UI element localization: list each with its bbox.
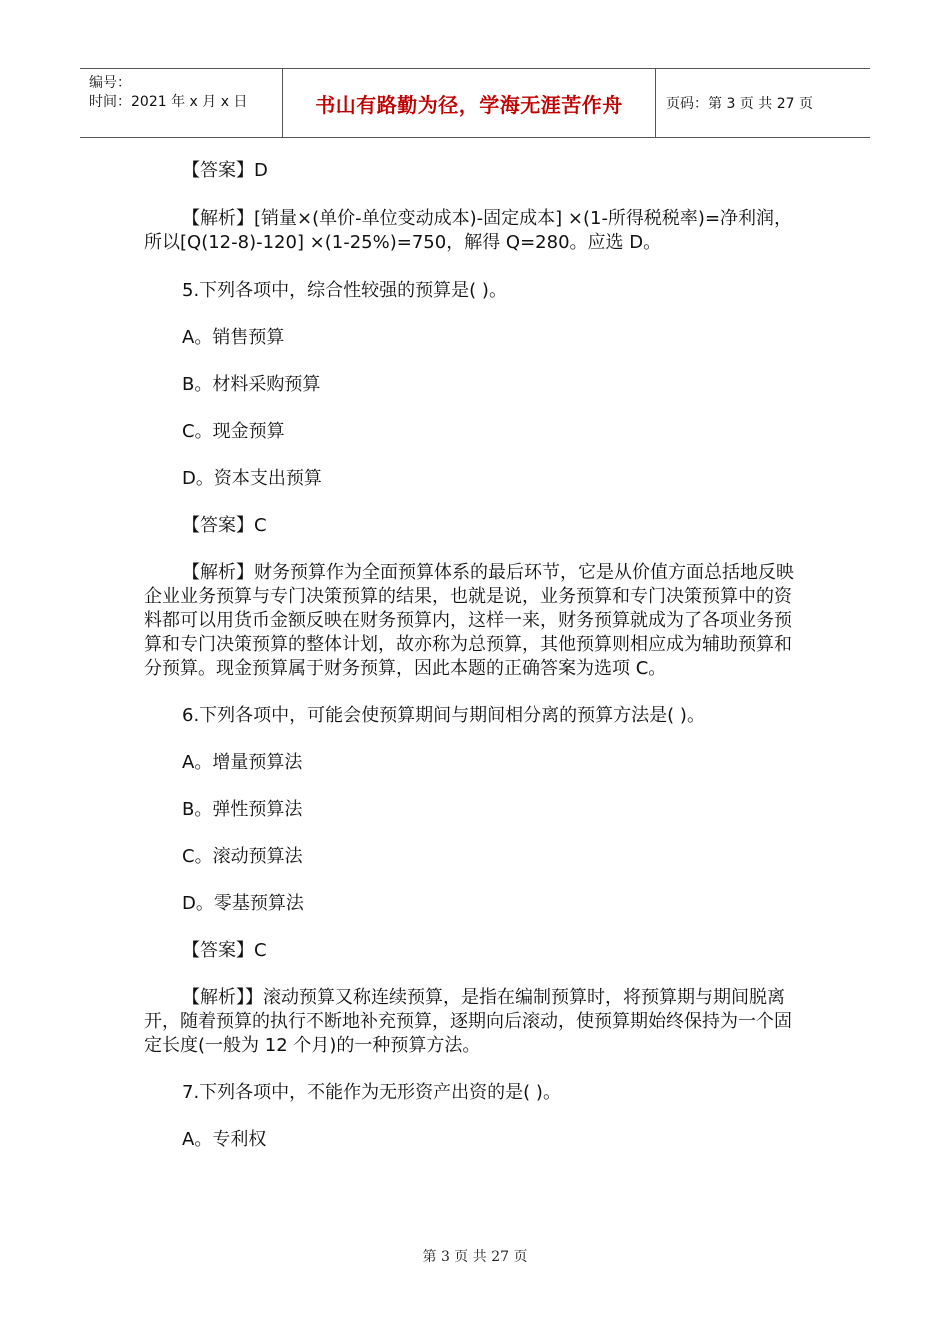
option-5d: D。资本支出预算 xyxy=(182,468,322,489)
answer-6: 【答案】C xyxy=(182,940,267,961)
page-footer: 第 3 页 共 27 页 xyxy=(422,1249,528,1265)
option-6a: A。增量预算法 xyxy=(182,752,303,773)
date-label: 时间：2021 年 x 月 x 日 xyxy=(89,94,248,110)
option-6d: D。零基预算法 xyxy=(182,893,304,914)
option-7a: A。专利权 xyxy=(182,1129,267,1150)
answer-5: 【答案】C xyxy=(182,515,267,536)
page-header xyxy=(80,68,870,138)
analysis-5: 【解析】财务预算作为全面预算体系的最后环节，它是从价值方面总括地反映企业业务预算与专门决策预算的结果，也就是说，业务预算和专门决策预算中的资料都可以用货币金额反映在财务预算内，这样一来，财务预算就成为了各项业务预算和专门决策预算的整体计划，故亦称为总预算，其他预算则相应成为辅助预算和分预算。现金预算属于财务预算，因此本题的正确答案为选项 C。 xyxy=(144,562,794,679)
header-page-number: 页码：第 3 页 共 27 页 xyxy=(666,96,813,112)
question-5: 5.下列各项中，综合性较强的预算是( )。 xyxy=(182,280,507,301)
option-6b: B。弹性预算法 xyxy=(182,799,303,820)
option-5a: A。销售预算 xyxy=(182,327,285,348)
answer-4: 【答案】D xyxy=(182,160,268,181)
analysis-6: 【解析】】滚动预算又称连续预算，是指在编制预算时，将预算期与期间脱离开，随着预算的执行不断地补充预算，逐期向后滚动，使预算期始终保持为一个固定长度(一般为 12 个月)的一种预算方法。 xyxy=(144,987,792,1056)
analysis-4: 【解析】[销量×(单价-单位变动成本)-固定成本] ×(1-所得税税率)=净利润，所以[Q(12-8)-120] ×(1-25%)=750，解得 Q=280。应选 D。 xyxy=(144,208,793,253)
option-5b: B。材料采购预算 xyxy=(182,374,321,395)
question-6: 6.下列各项中，可能会使预算期间与期间相分离的预算方法是( )。 xyxy=(182,705,705,726)
header-motto: 书山有路勤为径，学海无涯苦作舟 xyxy=(283,69,656,137)
number-label: 编号： xyxy=(89,75,131,91)
header-meta xyxy=(80,69,283,137)
option-6c: C。滚动预算法 xyxy=(182,846,303,867)
question-7: 7.下列各项中，不能作为无形资产出资的是( )。 xyxy=(182,1082,561,1103)
document-body xyxy=(144,156,799,1152)
option-5c: C。现金预算 xyxy=(182,421,285,442)
